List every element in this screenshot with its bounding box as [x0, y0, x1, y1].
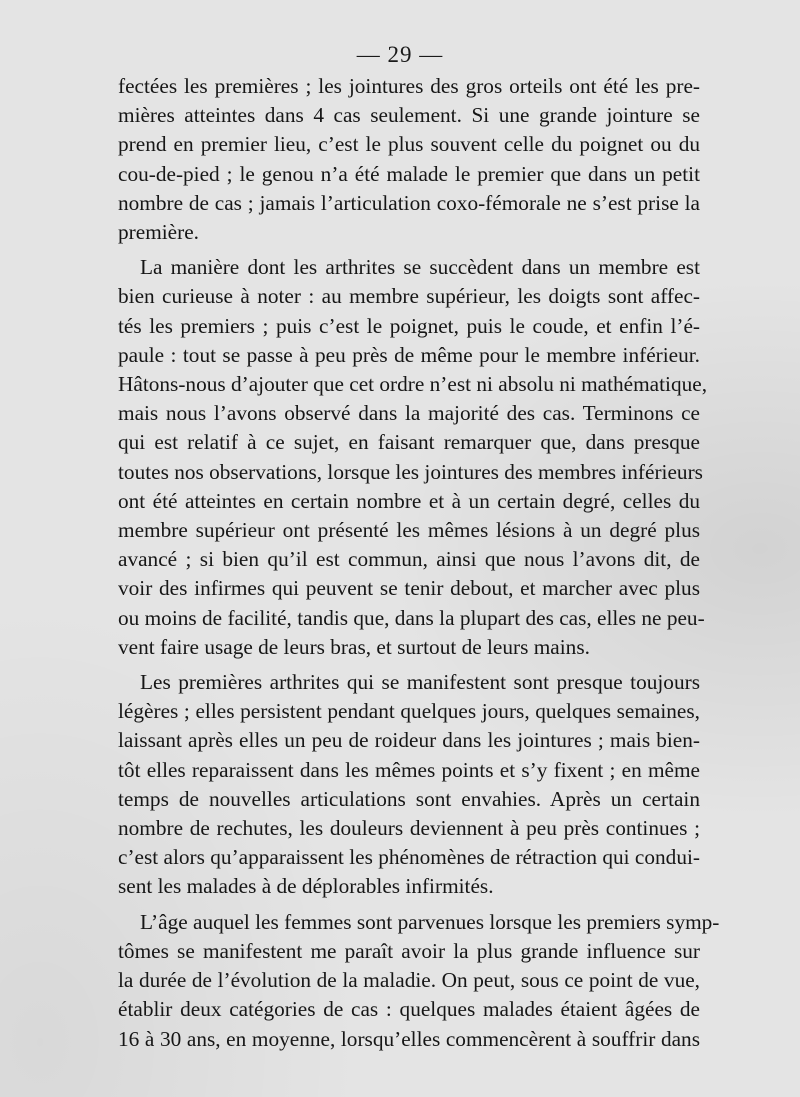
- text-line: établir deux catégories de cas : quelques malades étaient âgées de: [118, 997, 700, 1022]
- text-line: mais nous l’avons observé dans la majorité des cas. Terminons ce: [118, 401, 700, 426]
- paragraph-2: [118, 253, 708, 662]
- text-line: Hâtons-nous d’ajouter que cet ordre n’est ni absolu ni mathématique,: [118, 372, 708, 397]
- text-line: mières atteintes dans 4 cas seulement. Si une grande jointure se: [118, 103, 700, 128]
- text-line: voir des infirmes qui peuvent se tenir debout, et marcher avec plus: [118, 576, 700, 601]
- text-line: laissant après elles un peu de roideur dans les jointures ; mais bien-: [118, 728, 700, 753]
- text-line: paule : tout se passe à peu près de même pour le membre inférieur.: [118, 342, 700, 367]
- text-line: membre supérieur ont présenté les mêmes lésions à un degré plus: [118, 518, 700, 543]
- text-line: légères ; elles persistent pendant quelques jours, quelques semaines,: [118, 699, 700, 724]
- text-line: fectées les premières ; les jointures des gros orteils ont été les pre-: [118, 74, 700, 98]
- text-line: La manière dont les arthrites se succèdent dans un membre est: [140, 255, 700, 280]
- paragraph-4: [118, 908, 720, 1054]
- text-line: tôt elles reparaissent dans les mêmes points et s’y fixent ; en même: [118, 757, 700, 782]
- text-line: nombre de rechutes, les douleurs deviennent à peu près continues ;: [118, 816, 700, 841]
- text-line: la durée de l’évolution de la maladie. On peut, sous ce point de vue,: [118, 968, 700, 993]
- text-line: vent faire usage de leurs bras, et surtout de leurs mains.: [118, 634, 590, 659]
- text-line: ou moins de facilité, tandis que, dans la plupart des cas, elles ne peu-: [118, 605, 705, 630]
- text-line: avancé ; si bien qu’il est commun, ainsi que nous l’avons dit, de: [118, 547, 700, 572]
- text-line: sent les malades à de déplorables infirmités.: [118, 874, 494, 899]
- text-line: ont été atteintes en certain nombre et à un certain degré, celles du: [118, 488, 700, 513]
- paragraph-3: [118, 668, 700, 902]
- text-line: nombre de cas ; jamais l’articulation coxo-fémorale ne s’est prise la: [118, 190, 700, 215]
- text-line: prend en premier lieu, c’est le plus souvent celle du poignet ou du: [118, 132, 700, 157]
- text-line: tômes se manifestent me paraît avoir la plus grande influence sur: [118, 938, 700, 963]
- text-line: tés les premiers ; puis c’est le poignet, puis le coude, et enfin l’é-: [118, 313, 700, 338]
- text-line: toutes nos observations, lorsque les jointures des membres inférieurs: [118, 459, 703, 484]
- page-number: — 29 —: [356, 42, 444, 67]
- body-text: [118, 72, 720, 1054]
- text-line: cou-de-pied ; le genou n’a été malade le premier que dans un petit: [118, 161, 700, 186]
- text-line: 16 à 30 ans, en moyenne, lorsqu’elles commencèrent à souffrir dans: [118, 1026, 700, 1051]
- paragraph-1: [118, 72, 700, 247]
- text-line: c’est alors qu’apparaissent les phénomènes de rétraction qui condui-: [118, 845, 700, 870]
- text-line: L’âge auquel les femmes sont parvenues lorsque les premiers symp-: [140, 909, 720, 934]
- text-line: bien curieuse à noter : au membre supérieur, les doigts sont affec-: [118, 284, 700, 309]
- text-line: première.: [118, 220, 199, 245]
- text-line: qui est relatif à ce sujet, en faisant remarquer que, dans presque: [118, 430, 700, 455]
- text-line: Les premières arthrites qui se manifestent sont presque toujours: [140, 670, 700, 695]
- text-line: temps de nouvelles articulations sont envahies. Après un certain: [118, 786, 700, 811]
